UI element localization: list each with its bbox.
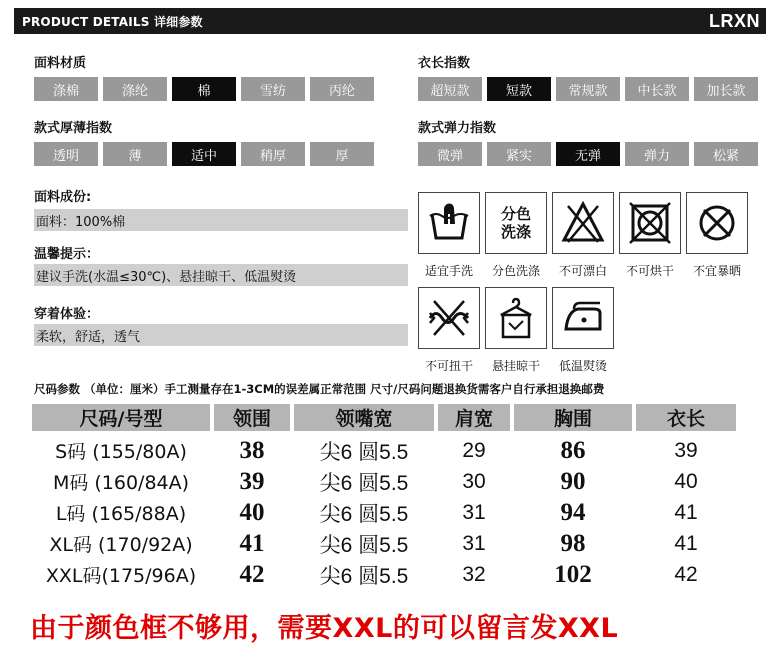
length-title: 衣长指数: [418, 56, 471, 71]
thickness-option[interactable]: 透明: [34, 142, 98, 166]
elasticity-options: [418, 142, 763, 166]
length-option[interactable]: 加长款: [694, 77, 758, 101]
size-cell: 40: [674, 469, 698, 493]
thickness-title: 款式厚薄指数: [34, 121, 113, 136]
hang-dry-icon: [485, 287, 547, 349]
separate-wash-line2: 洗涤: [500, 223, 531, 241]
size-cell: 40: [239, 498, 265, 526]
length-options: [418, 77, 763, 101]
hand-wash-icon: [418, 192, 480, 254]
size-table-header: [32, 404, 736, 435]
no-sun-dry-icon: [686, 192, 748, 254]
elasticity-title: 款式弹力指数: [418, 121, 497, 136]
separate-wash-line1: 分色: [500, 205, 531, 223]
size-note: 尺码参数 （单位：厘米）手工测量存在1-3CM的误差属正常范围 尺寸/尺码问题退换货需客户自行承担退换邮费: [34, 382, 605, 396]
thickness-option[interactable]: 薄: [103, 142, 167, 166]
elasticity-option[interactable]: 松紧: [694, 142, 758, 166]
care-label: 悬挂晾干: [491, 359, 540, 373]
composition-label: 面料成份:: [34, 190, 92, 205]
size-cell: 98: [560, 529, 586, 557]
separate-wash-icon: [485, 192, 547, 254]
size-cell: 32: [462, 562, 486, 586]
table-row: [32, 528, 736, 559]
size-cell: 39: [239, 467, 265, 495]
thickness-options: [34, 142, 379, 166]
fabric-option[interactable]: 涤棉: [34, 77, 98, 101]
size-cell: 29: [462, 438, 486, 462]
size-header: 领嘴宽: [294, 404, 434, 435]
fabric-title: 面料材质: [34, 56, 87, 71]
size-cell: 41: [674, 531, 698, 555]
care-label: 不可扭干: [424, 359, 473, 373]
tips-label: 温馨提示：: [34, 247, 100, 262]
thickness-option[interactable]: 稍厚: [241, 142, 305, 166]
low-iron-icon: [552, 287, 614, 349]
feel-value: 柔软，舒适，透气: [34, 324, 408, 346]
size-cell: 42: [674, 562, 698, 586]
table-row: [32, 466, 736, 497]
size-cell: 42: [239, 560, 265, 588]
composition-value: 面料：100%棉: [34, 209, 408, 231]
size-header: 衣长: [636, 404, 736, 435]
size-header: 胸围: [514, 404, 632, 435]
header-title: PRODUCT DETAILS 详细参数: [22, 14, 203, 29]
size-cell: 38: [239, 436, 265, 464]
care-label: 不宜暴晒: [692, 264, 741, 278]
size-cell: XXL码(175/96A): [45, 565, 197, 587]
length-option[interactable]: 常规款: [556, 77, 620, 101]
length-option[interactable]: 超短款: [418, 77, 482, 101]
size-cell: 39: [674, 438, 698, 462]
thickness-option[interactable]: 厚: [310, 142, 374, 166]
fabric-options: [34, 77, 379, 101]
size-cell: 31: [462, 500, 486, 524]
size-header: 尺码/号型: [32, 404, 210, 435]
fabric-option[interactable]: 丙纶: [310, 77, 374, 101]
table-row: [32, 435, 736, 466]
size-cell: M码 (160/84A): [52, 472, 190, 494]
size-cell: 94: [560, 498, 586, 526]
brand-logo: LRXN: [709, 10, 760, 31]
tips-value: 建议手洗(水温≤30℃)、悬挂晾干、低温熨烫: [34, 264, 408, 286]
fabric-option-selected[interactable]: 棉: [172, 77, 236, 101]
size-cell: 31: [462, 531, 486, 555]
size-cell: L码 (165/88A): [55, 503, 187, 525]
no-tumble-dry-icon: [619, 192, 681, 254]
size-cell: 尖6 圆5.5: [319, 440, 409, 464]
care-label: 分色洗涤: [491, 264, 540, 278]
size-cell: 尖6 圆5.5: [319, 471, 409, 495]
thickness-option-selected[interactable]: 适中: [172, 142, 236, 166]
footer-notice: 由于颜色框不够用，需要XXL的可以留言发XXL: [30, 613, 619, 644]
table-row: [32, 559, 736, 590]
elasticity-option-selected[interactable]: 无弹: [556, 142, 620, 166]
size-cell: 尖6 圆5.5: [319, 533, 409, 557]
elasticity-option[interactable]: 紧实: [487, 142, 551, 166]
care-label: 不可漂白: [558, 264, 607, 278]
care-label: 不可烘干: [625, 264, 674, 278]
size-header: 领围: [214, 404, 290, 435]
size-cell: 30: [462, 469, 486, 493]
feel-label: 穿着体验：: [34, 307, 100, 322]
fabric-option[interactable]: 涤纶: [103, 77, 167, 101]
size-cell: 尖6 圆5.5: [319, 564, 409, 588]
size-cell: 102: [554, 560, 592, 588]
size-header: 肩宽: [438, 404, 510, 435]
no-wring-icon: [418, 287, 480, 349]
size-table: [28, 404, 740, 590]
size-cell: 41: [674, 500, 698, 524]
table-row: [32, 497, 736, 528]
size-cell: S码 (155/80A): [55, 441, 187, 463]
size-cell: 86: [560, 436, 586, 464]
elasticity-option[interactable]: 弹力: [625, 142, 689, 166]
care-label: 低温熨烫: [558, 359, 607, 373]
header-bar: [14, 8, 766, 34]
size-cell: 90: [560, 467, 586, 495]
size-cell: XL码 (170/92A): [49, 534, 193, 556]
size-cell: 41: [239, 529, 265, 557]
length-option[interactable]: 中长款: [625, 77, 689, 101]
size-cell: 尖6 圆5.5: [319, 502, 409, 526]
no-bleach-icon: [552, 192, 614, 254]
fabric-option[interactable]: 雪纺: [241, 77, 305, 101]
length-option-selected[interactable]: 短款: [487, 77, 551, 101]
elasticity-option[interactable]: 微弹: [418, 142, 482, 166]
care-label: 适宜手洗: [424, 264, 473, 278]
